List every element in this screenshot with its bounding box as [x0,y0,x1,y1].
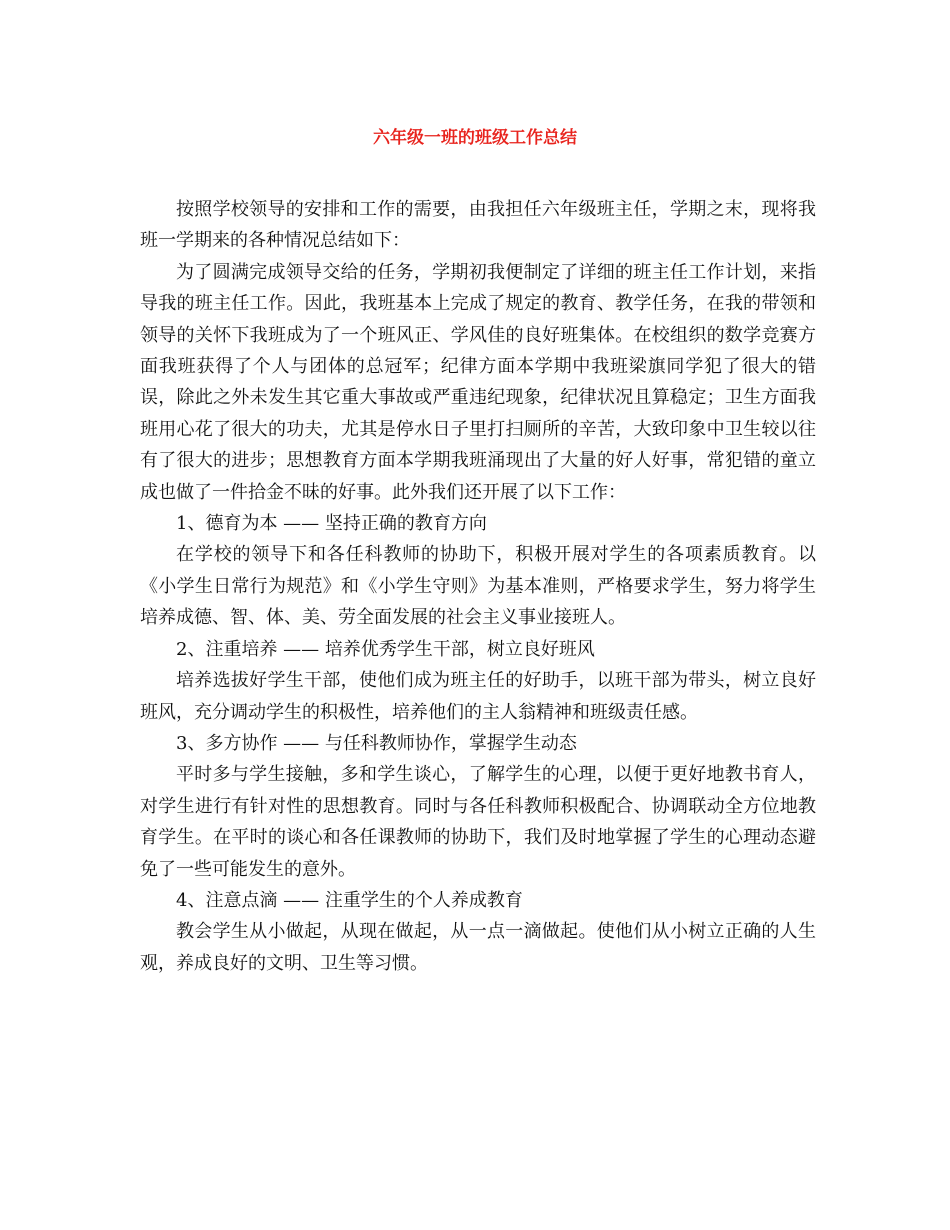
document-body [140,194,816,979]
section-paragraph-3: 平时多与学生接触，多和学生谈心，了解学生的心理，以便于更好地教书育人，对学生进行有针对性的思想教育。同时与各任科教师积极配合、协调联动全方位地教育学生。在平时的谈心和各任课教师的协助下，我们及时地掌握了学生的心理动态避免了一些可能发生的意外。 [140,764,816,880]
section-heading-1: 1、德育为本 —— 坚持正确的教育方向 [176,513,487,535]
section-heading-4: 4、注意点滴 —— 注重学生的个人养成教育 [176,889,523,911]
section-paragraph-1: 在学校的领导下和各任科教师的协助下，积极开展对学生的各项素质教育。以《小学生日常行为规范》和《小学生守则》为基本准则，严格要求学生，努力将学生培养成德、智、体、美、劳全面发展的社会主义事业接班人。 [140,544,816,629]
section-heading-2: 2、注重培养 —— 培养优秀学生干部，树立良好班风 [176,638,595,660]
section-paragraph-2: 培养选拔好学生干部，使他们成为班主任的好助手，以班干部为带头，树立良好班风，充分调动学生的积极性，培养他们的主人翁精神和班级责任感。 [140,670,816,723]
section-heading-3: 3、多方协作 —— 与任科教师协作，掌握学生动态 [176,732,577,754]
overview-paragraph: 为了圆满完成领导交给的任务，学期初我便制定了详细的班主任工作计划，来指导我的班主任工作。因此，我班基本上完成了规定的教育、教学任务，在我的带领和领导的关怀下我班成为了一个班风正、学风佳的良好班集体。在校组织的数学竞赛方面我班获得了个人与团体的总冠军；纪律方面本学期中我班梁旗同学犯了很大的错误，除此之外未发生其它重大事故或严重违纪现象，纪律状况且算稳定；卫生方面我班用心花了很大的功夫，尤其是停水日子里打扫厕所的辛苦，大致印象中卫生较以往有了很大的进步；思想教育方面本学期我班涌现出了大量的好人好事，常犯错的童立成也做了一件拾金不昧的好事。此外我们还开展了以下工作： [140,261,816,503]
document-title: 六年级一班的班级工作总结 [373,128,577,148]
intro-paragraph: 按照学校领导的安排和工作的需要，由我担任六年级班主任，学期之末，现将我班一学期来的各种情况总结如下： [140,199,816,252]
section-paragraph-4: 教会学生从小做起，从现在做起，从一点一滴做起。使他们从小树立正确的人生观，养成良好的文明、卫生等习惯。 [140,921,816,974]
